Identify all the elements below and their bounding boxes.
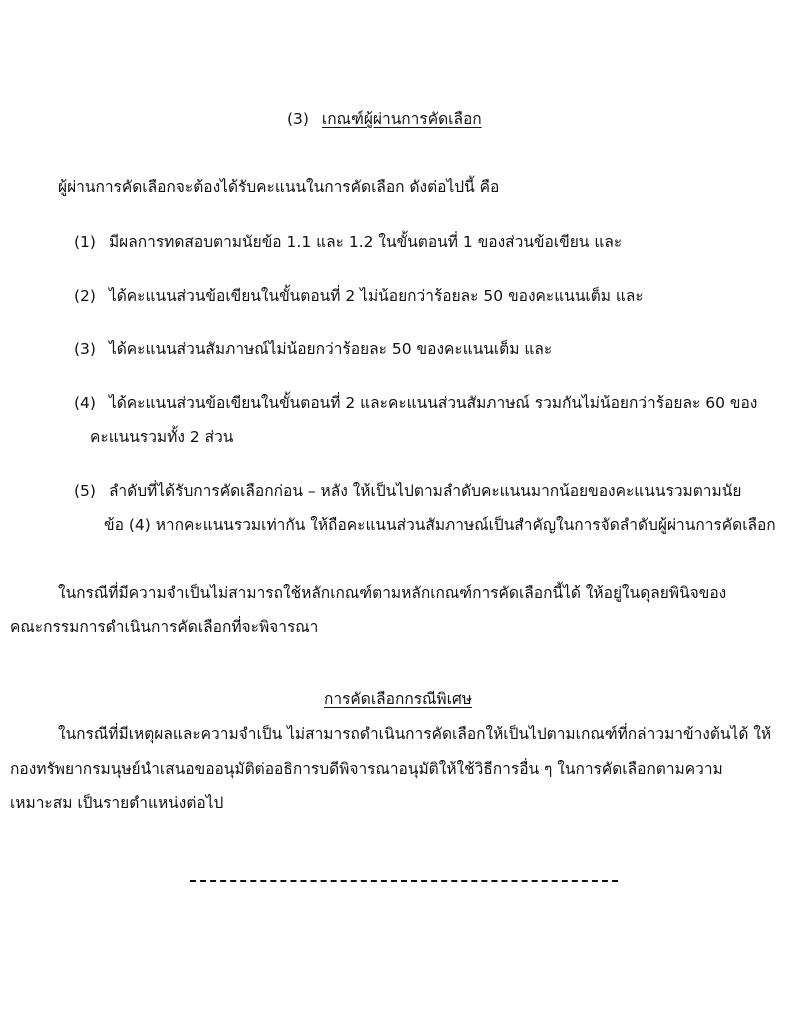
item-text: มีผลการทดสอบตามนัยข้อ 1.1 และ 1.2 ในขั้นตอนที่ 1 ของส่วนข้อเขียน และ [108, 233, 623, 251]
section-title: เกณฑ์ผู้ผ่านการคัดเลือก [321, 110, 482, 128]
end-divider [190, 880, 618, 882]
item-text: ได้คะแนนส่วนข้อเขียนในขั้นตอนที่ 2 และคะแนนส่วนสัมภาษณ์ รวมกันไม่น้อยกว่าร้อยละ 60 ของ [108, 394, 758, 412]
intro-paragraph: ผู้ผ่านการคัดเลือกจะต้องได้รับคะแนนในการคัดเลือก ดังต่อไปนี้ คือ [58, 178, 500, 196]
special-case-title: การคัดเลือกกรณีพิเศษ [324, 690, 472, 708]
special-case-line-3: เหมาะสม เป็นรายตำแหน่งต่อไป [10, 794, 224, 812]
section-number: (3) [287, 110, 309, 128]
criteria-item-4-continuation: คะแนนรวมทั้ง 2 ส่วน [90, 428, 234, 446]
item-number: (2) [74, 287, 96, 305]
item-number: (4) [74, 394, 96, 412]
item-number: (1) [74, 233, 96, 251]
item-number: (3) [74, 340, 96, 358]
criteria-item-1 [74, 231, 622, 253]
special-case-line-1: ในกรณีที่มีเหตุผลและความจำเป็น ไม่สามารถดำเนินการคัดเลือกให้เป็นไปตามเกณฑ์ที่กล่าวมาข้างต้นได้ ให้ [58, 725, 772, 743]
section-heading [287, 108, 482, 130]
item-text: ได้คะแนนส่วนข้อเขียนในขั้นตอนที่ 2 ไม่น้อยกว่าร้อยละ 50 ของคะแนนเต็ม และ [108, 287, 644, 305]
special-case-line-2: กองทรัพยากรมนุษย์นำเสนอขออนุมัติต่ออธิการบดีพิจารณาอนุมัติให้ใช้วิธีการอื่น ๆ ในการคัดเลือกตามความ [10, 760, 723, 778]
discretion-paragraph-line-1: ในกรณีที่มีความจำเป็นไม่สามารถใช้หลักเกณฑ์ตามหลักเกณฑ์การคัดเลือกนี้ได้ ให้อยู่ในดุลยพินิจของ [58, 584, 727, 602]
criteria-item-2 [74, 285, 644, 307]
criteria-item-3 [74, 338, 552, 360]
discretion-paragraph-line-2: คณะกรรมการดำเนินการคัดเลือกที่จะพิจารณา [10, 618, 319, 636]
criteria-item-5-continuation: ข้อ (4) หากคะแนนรวมเท่ากัน ให้ถือคะแนนส่วนสัมภาษณ์เป็นสำคัญในการจัดลำดับผู้ผ่านการคัดเลือก [104, 516, 776, 534]
item-number: (5) [74, 482, 96, 500]
item-text: ได้คะแนนส่วนสัมภาษณ์ไม่น้อยกว่าร้อยละ 50 ของคะแนนเต็ม และ [108, 340, 553, 358]
criteria-item-5 [74, 480, 741, 502]
criteria-item-4 [74, 392, 757, 414]
item-text: ลำดับที่ได้รับการคัดเลือกก่อน – หลัง ให้เป็นไปตามลำดับคะแนนมากน้อยของคะแนนรวมตามนัย [108, 482, 742, 500]
